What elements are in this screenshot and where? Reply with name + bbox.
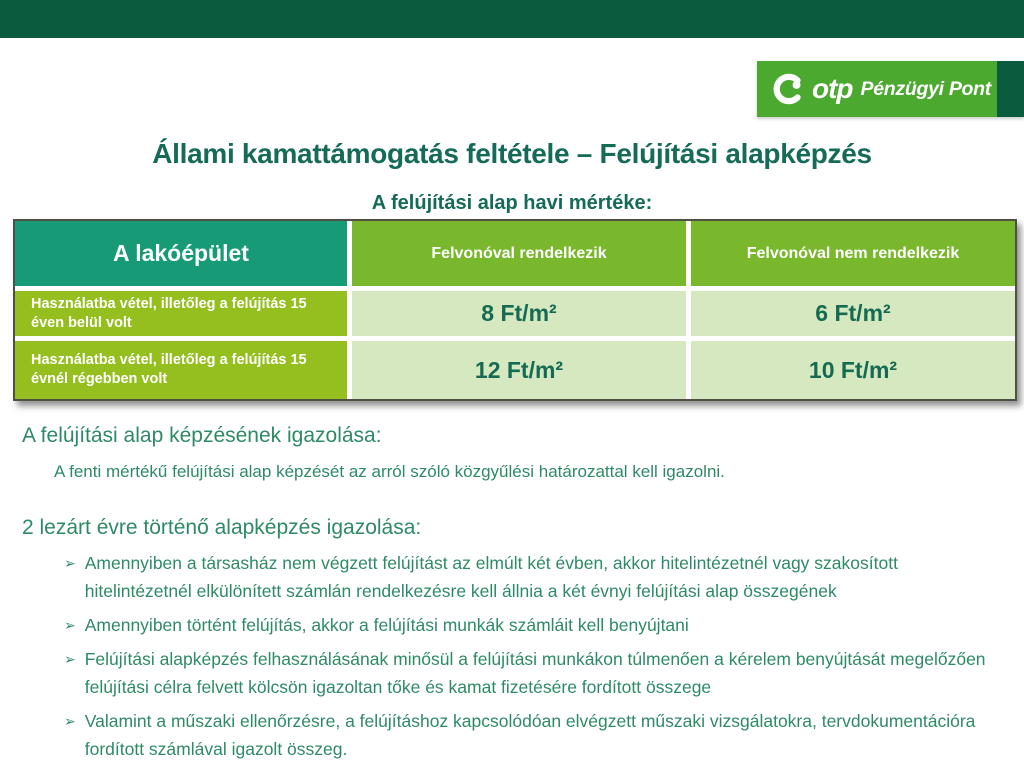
bullet-item — [64, 549, 989, 605]
bullet-arrow-icon: ➢ — [64, 617, 76, 633]
slide-subtitle: A felújítási alap havi mértéke: — [371, 192, 653, 214]
top-band — [0, 0, 1024, 38]
fee-without-elevator-older-15: 10 Ft/m² — [691, 341, 1015, 399]
bullet-item — [64, 611, 989, 639]
bullet-list — [64, 549, 989, 768]
otp-logo-box — [757, 61, 997, 117]
fund-proof-text: A fenti mértékű felújítási alap képzését az arról szóló közgyűlési határozattal kell igazolni. — [54, 462, 725, 481]
bullet-text: Felújítási alapképzés felhasználásának minősül a felújítási munkákon túlmenően a kérelem benyújtását megelőzően felújítási célra felvett kölcsön igazoltan tőke és kamat fizetésére fordított összege — [84, 649, 986, 697]
row-label-older-than-15-years: Használatba vétel, illetőleg a felújítás 15 évnél régebben volt — [15, 341, 347, 399]
otp-emblem-icon — [770, 71, 806, 107]
bullet-item — [64, 707, 989, 763]
bullet-arrow-icon: ➢ — [64, 555, 76, 571]
bullet-item — [64, 645, 989, 701]
slide-title: Állami kamattámogatás feltétele – Felújítási alapképzés — [152, 138, 872, 169]
section-heading-fund-proof: A felújítási alap képzésének igazolása: — [22, 424, 382, 447]
fee-table — [13, 219, 1017, 401]
fee-with-elevator-within-15: 8 Ft/m² — [352, 291, 686, 336]
bullet-arrow-icon: ➢ — [64, 713, 76, 729]
section-heading-two-years: 2 lezárt évre történő alapképzés igazolása: — [22, 516, 422, 539]
fee-with-elevator-older-15: 12 Ft/m² — [352, 341, 686, 399]
otp-suffix-text: Pénzügyi Pont — [860, 77, 991, 100]
bullet-text: Valamint a műszaki ellenőrzésre, a felújításhoz kapcsolódóan elvégzett műszaki vizsgálatokra, tervdokumentációra fordított számlával igazolt összeg. — [84, 711, 976, 759]
bullet-arrow-icon: ➢ — [64, 651, 76, 667]
bullet-text: Amennyiben történt felújítás, akkor a felújítási munkák számláit kell benyújtani — [84, 615, 689, 635]
otp-brand-text: otp — [812, 73, 853, 104]
table-header-with-elevator: Felvonóval rendelkezik — [352, 221, 686, 286]
table-header-building: A lakóépület — [15, 221, 347, 286]
fee-without-elevator-within-15: 6 Ft/m² — [691, 291, 1015, 336]
row-label-within-15-years: Használatba vétel, illetőleg a felújítás 15 éven belül volt — [15, 291, 347, 336]
otp-logo — [757, 61, 1024, 117]
logo-dark-cap — [997, 61, 1024, 117]
bullet-text: Amennyiben a társasház nem végzett felújítást az elmúlt két évben, akkor hitelintézetnél vagy szakosított hitelintézetnél elkülönített számlán rendelkezésre kell állnia a két évnyi felújítási alap összegének — [84, 553, 898, 601]
table-header-without-elevator: Felvonóval nem rendelkezik — [691, 221, 1015, 286]
